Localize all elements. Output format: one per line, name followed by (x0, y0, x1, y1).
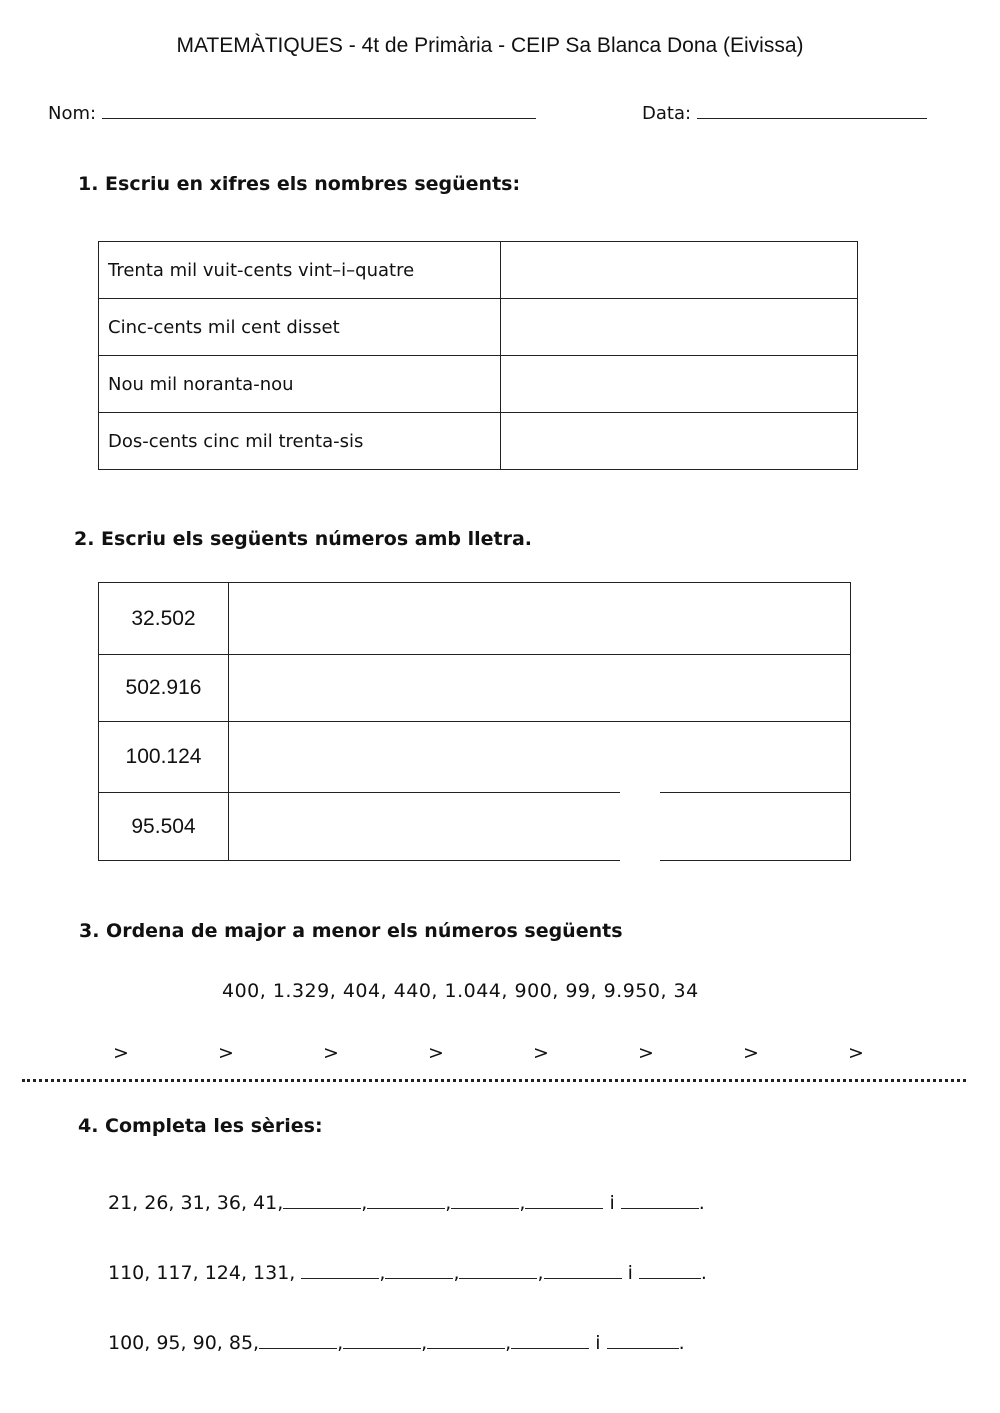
period: . (678, 1332, 685, 1354)
series-row (108, 1332, 685, 1354)
answer-cell[interactable] (229, 583, 851, 655)
greater-than-sign: > (848, 1042, 864, 1064)
numbers-to-order: 400, 1.329, 404, 440, 1.044, 900, 99, 9.950, 34 (222, 980, 699, 1002)
answer-cell[interactable] (229, 722, 851, 793)
series-blank[interactable] (343, 1334, 421, 1349)
table-row (99, 793, 851, 861)
series-row (108, 1262, 707, 1284)
answer-cell[interactable] (229, 793, 851, 861)
section2-heading: 2. Escriu els següents números amb lletra. (74, 528, 533, 550)
greater-than-sign: > (323, 1042, 339, 1064)
period: . (700, 1262, 707, 1284)
series-blank[interactable] (459, 1264, 537, 1279)
series-blank[interactable] (544, 1264, 622, 1279)
series-blank[interactable] (525, 1194, 603, 1209)
comma: , (537, 1262, 544, 1284)
section2-table (98, 582, 851, 861)
table-row (99, 655, 851, 722)
conjunction: i (609, 1192, 615, 1214)
greater-than-sign: > (428, 1042, 444, 1064)
section3-heading: 3. Ordena de major a menor els números següents (79, 920, 623, 942)
date-row (642, 102, 927, 124)
greater-than-sign: > (113, 1042, 129, 1064)
conjunction: i (595, 1332, 601, 1354)
series-blank[interactable] (639, 1264, 701, 1279)
number-figure: 502.916 (99, 655, 229, 722)
comma: , (421, 1332, 428, 1354)
series-blank[interactable] (511, 1334, 589, 1349)
series-blank[interactable] (301, 1264, 379, 1279)
table-row (99, 583, 851, 655)
date-label: Data: (642, 103, 692, 124)
comma: , (519, 1192, 526, 1214)
answer-cell[interactable] (229, 655, 851, 722)
answer-cell[interactable] (501, 413, 858, 470)
series-blank[interactable] (259, 1334, 337, 1349)
name-row (48, 102, 536, 124)
series-start: 100, 95, 90, 85, (108, 1332, 260, 1354)
conjunction: i (627, 1262, 633, 1284)
greater-than-sign: > (638, 1042, 654, 1064)
number-words: Cinc-cents mil cent disset (99, 299, 501, 356)
date-field[interactable] (697, 102, 927, 119)
section1-heading: 1. Escriu en xifres els nombres següents: (78, 173, 521, 195)
name-field[interactable] (102, 102, 536, 119)
table-row (99, 413, 858, 470)
comma: , (337, 1332, 344, 1354)
answer-cell[interactable] (501, 242, 858, 299)
answer-cell[interactable] (501, 299, 858, 356)
blank-patch (620, 786, 660, 866)
greater-than-sign: > (533, 1042, 549, 1064)
table-row (99, 299, 858, 356)
dotted-divider (22, 1079, 966, 1082)
series-blank[interactable] (367, 1194, 445, 1209)
table-row (99, 722, 851, 793)
comma: , (505, 1332, 512, 1354)
comma: , (453, 1262, 460, 1284)
period: . (698, 1192, 705, 1214)
comma: , (361, 1192, 368, 1214)
number-words: Trenta mil vuit-cents vint–i–quatre (99, 242, 501, 299)
table-row (99, 356, 858, 413)
series-blank[interactable] (427, 1334, 505, 1349)
comma: , (379, 1262, 386, 1284)
series-blank[interactable] (621, 1194, 699, 1209)
number-words: Nou mil noranta-nou (99, 356, 501, 413)
number-figure: 100.124 (99, 722, 229, 793)
series-row (108, 1192, 705, 1214)
series-start: 21, 26, 31, 36, 41, (108, 1192, 284, 1214)
series-blank[interactable] (451, 1194, 519, 1209)
number-figure: 95.504 (99, 793, 229, 861)
number-words: Dos-cents cinc mil trenta-sis (99, 413, 501, 470)
name-label: Nom: (48, 103, 97, 124)
number-figure: 32.502 (99, 583, 229, 655)
page-title: MATEMÀTIQUES - 4t de Primària - CEIP Sa Blanca Dona (Eivissa) (176, 34, 804, 57)
greater-than-sign: > (743, 1042, 759, 1064)
comma: , (445, 1192, 452, 1214)
answer-cell[interactable] (501, 356, 858, 413)
series-blank[interactable] (607, 1334, 679, 1349)
series-start: 110, 117, 124, 131, (108, 1262, 296, 1284)
section4-heading: 4. Completa les sèries: (78, 1115, 323, 1137)
series-blank[interactable] (385, 1264, 453, 1279)
table-row (99, 242, 858, 299)
greater-than-sign: > (218, 1042, 234, 1064)
series-blank[interactable] (283, 1194, 361, 1209)
section1-table (98, 241, 858, 470)
